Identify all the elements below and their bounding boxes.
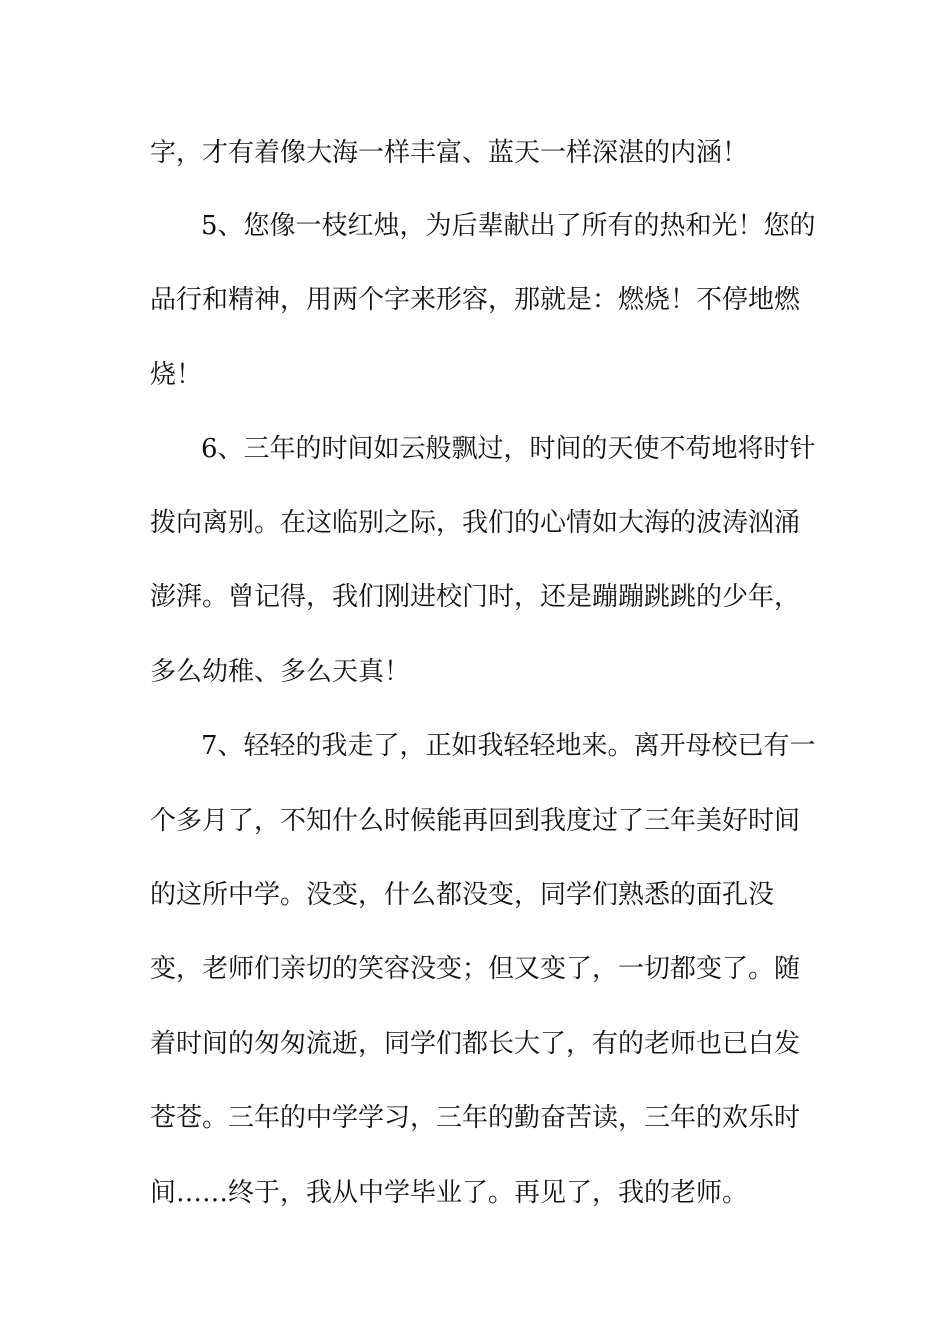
text-line: 个多月了，不知什么时候能再回到我度过了三年美好时间	[150, 806, 801, 836]
paragraph-7-line: 7、轻轻的我走了，正如我轻轻地来。离开母校已有一	[201, 731, 816, 761]
paragraph-6-line: 6、三年的时间如云般飘过，时间的天使不苟地将时针	[201, 434, 816, 464]
text-line: 澎湃。曾记得，我们刚进校门时，还是蹦蹦跳跳的少年，	[150, 582, 801, 612]
text-line: 多么幼稚、多么天真！	[150, 657, 411, 687]
text-line: 苍苍。三年的中学学习，三年的勤奋苦读，三年的欢乐时	[150, 1103, 801, 1133]
text-line: 品行和精神，用两个字来形容，那就是：燃烧！不停地燃	[150, 285, 801, 315]
text-line: 拨向离别。在这临别之际，我们的心情如大海的波涛汹涌	[150, 508, 801, 538]
text-line: 的这所中学。没变，什么都没变，同学们熟悉的面孔没	[150, 880, 775, 910]
text-line: 间……终于，我从中学毕业了。再见了，我的老师。	[150, 1178, 749, 1208]
text-line: 变，老师们亲切的笑容没变；但又变了，一切都变了。随	[150, 954, 801, 984]
text-line: 烧！	[150, 360, 203, 390]
text-line: 着时间的匆匆流逝，同学们都长大了，有的老师也已白发	[150, 1029, 801, 1059]
text-line: 字，才有着像大海一样丰富、蓝天一样深湛的内涵！	[150, 138, 749, 168]
paragraph-5-line: 5、您像一枝红烛，为后辈献出了所有的热和光！您的	[201, 211, 816, 241]
